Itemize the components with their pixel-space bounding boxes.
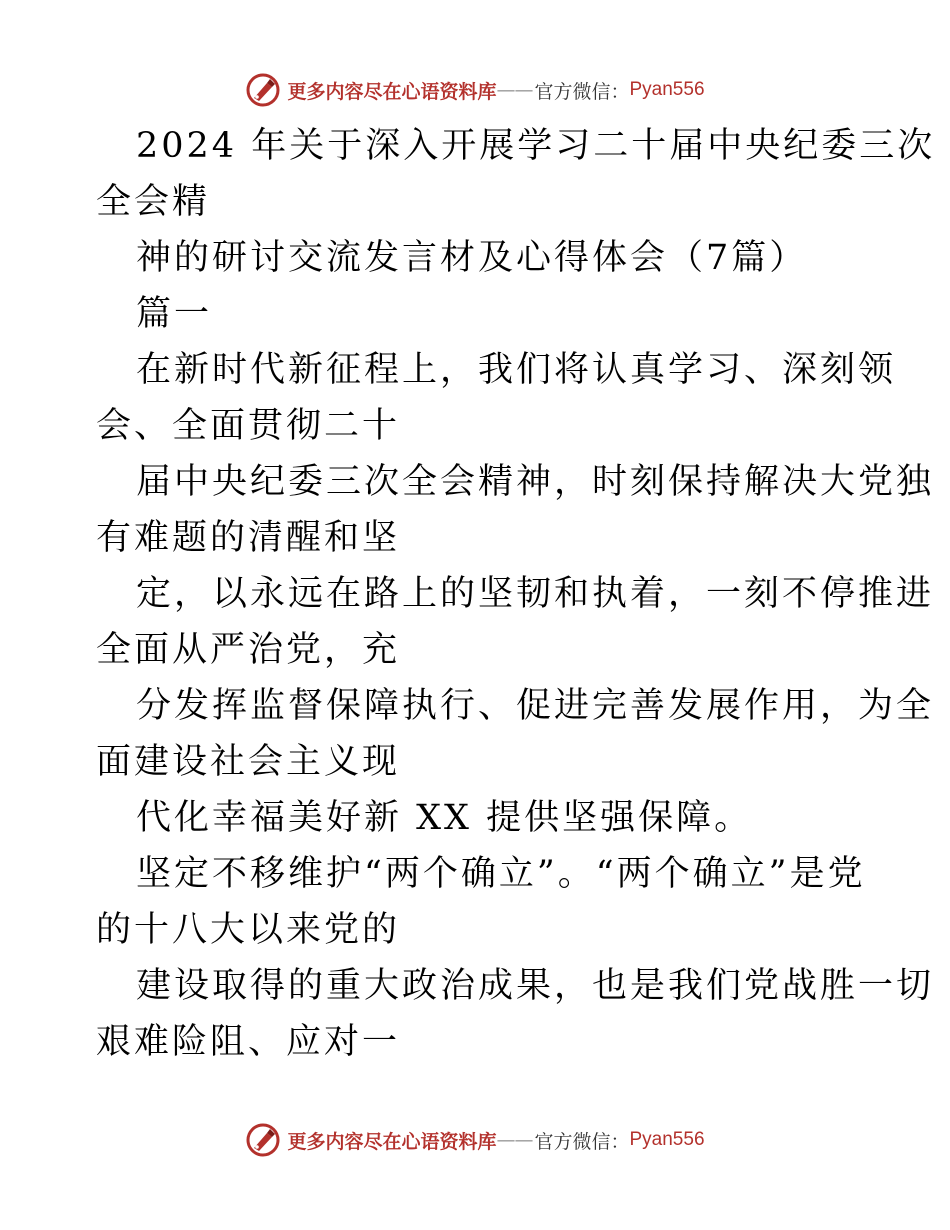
- text-line: 全面从严治党，充: [96, 630, 401, 670]
- text-line: 代化幸福美好新 XX 提供坚强保障。: [136, 798, 753, 838]
- pen-logo-icon: [245, 72, 281, 108]
- text-line: 分发挥监督保障执行、促进完善发展作用，为全: [136, 686, 935, 726]
- text-line: 会、全面贯彻二十: [96, 406, 401, 446]
- text-line: 届中央纪委三次全会精神，时刻保持解决大党独: [136, 462, 935, 502]
- text-line: 全会精: [96, 182, 211, 222]
- wechat-label: 官方微信：: [534, 1130, 630, 1153]
- document-body: [96, 118, 936, 1070]
- text-line: 建设取得的重大政治成果，也是我们党战胜一切: [136, 966, 935, 1006]
- text-line: 艰难险阻、应对一: [96, 1022, 401, 1062]
- text-line: 2024 年关于深入开展学习二十届中央纪委三次: [136, 126, 936, 166]
- wechat-id: Pyan556: [629, 1129, 705, 1150]
- pen-logo-icon: [245, 1122, 281, 1158]
- text-line: 神的研讨交流发言材及心得体会（7篇）: [136, 238, 808, 278]
- wechat-id: Pyan556: [629, 79, 705, 100]
- watermark-separator: ——: [496, 1129, 533, 1151]
- text-line: 篇一: [136, 294, 213, 334]
- wechat-label: 官方微信：: [534, 80, 630, 103]
- text-line: 坚定不移维护“两个确立”。“两个确立”是党: [136, 854, 866, 894]
- footer-watermark: [0, 1120, 950, 1160]
- text-line: 的十八大以来党的: [96, 910, 401, 950]
- watermark-text: 更多内容尽在心语资料库: [287, 1130, 497, 1153]
- watermark-separator: ——: [496, 79, 533, 101]
- text-line: 在新时代新征程上，我们将认真学习、深刻领: [136, 350, 897, 390]
- text-line: 有难题的清醒和坚: [96, 518, 401, 558]
- text-line: 面建设社会主义现: [96, 742, 401, 782]
- watermark-text: 更多内容尽在心语资料库: [287, 80, 497, 103]
- header-watermark: [0, 70, 950, 110]
- text-line: 定，以永远在路上的坚韧和执着，一刻不停推进: [136, 574, 935, 614]
